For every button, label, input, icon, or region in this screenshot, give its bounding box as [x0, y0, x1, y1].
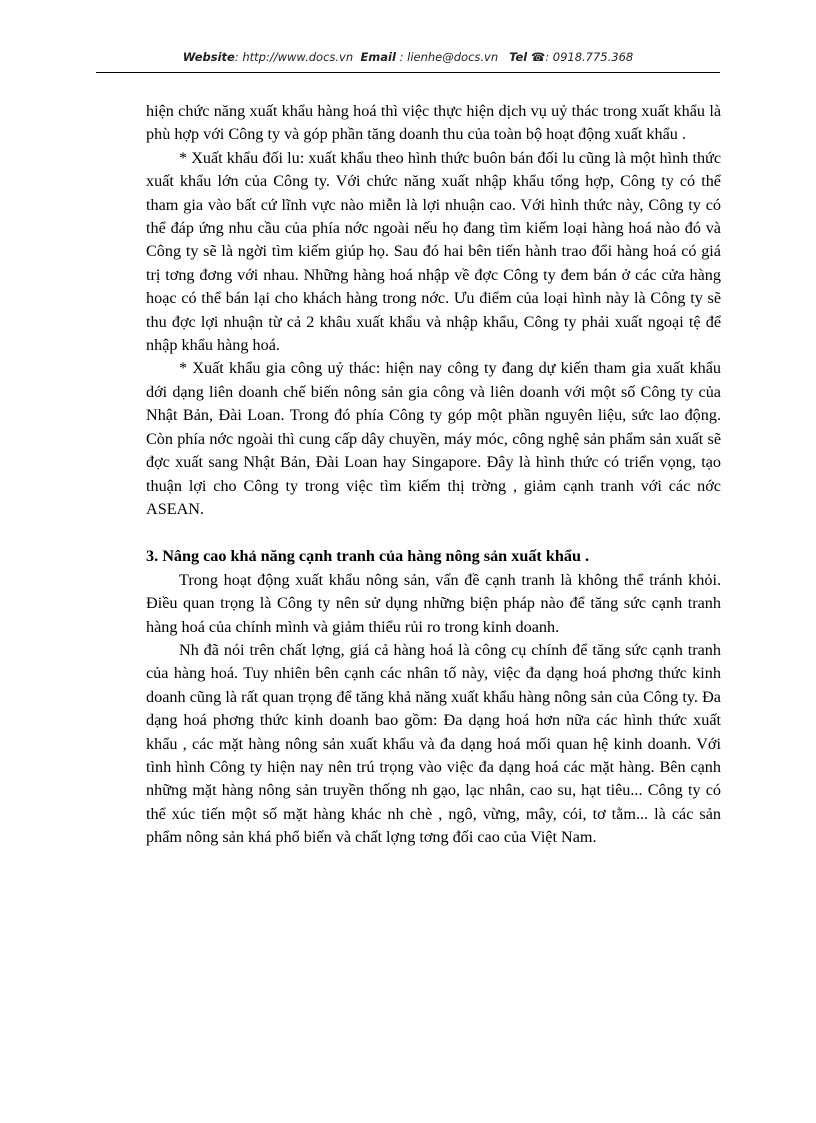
email-value[interactable]: : lienhe@docs.vn — [399, 50, 499, 64]
paragraph-1: hiện chức năng xuất khẩu hàng hoá thì việc thực hiện dịch vụ uỷ thác trong xuất khẩu là phù hợp với Công ty và góp phần tăng doanh thu của toàn bộ hoạt động xuất khẩu . — [146, 102, 721, 144]
paragraph-2: * Xuất khẩu đối lu: xuất khẩu theo hình thức buôn bán đối lu cũng là một hình thức xuất khẩu lớn của Công ty. Với chức năng xuất nhập khẩu tổng hợp, Công ty có thể tham gia vào bất cứ lĩnh vực nào miễn là lợi nhuận cao. Với hình thức này, Công ty có thể đáp ứng nhu cầu của phía nớc ngoài nếu họ đang tìm kiếm loại hàng hoá nào đó và Công ty sẽ là ngời tìm kiếm giúp họ. Sau đó hai bên tiến hành trao đổi hàng hoá có giá trị tơng đơng với nhau. Những hàng hoá nhập về đợc Công ty đem bán ở các cửa hàng hoạc có thể bán lại cho khách hàng trong nớc. Ưu điểm của loại hình này là Công ty sẽ thu đợc lợi nhuận từ cả 2 khâu xuất khẩu và nhập khẩu, Công ty phải xuất ngoại tệ để nhập khẩu hàng hoá. — [146, 148, 721, 355]
document-body — [146, 100, 721, 850]
tel-label: Tel — [509, 50, 528, 64]
phone-icon: ☎ — [530, 50, 546, 64]
tel-value: : 0918.775.368 — [545, 50, 634, 64]
paragraph-5: Nh đã nói trên chất lợng, giá cả hàng hoá là công cụ chính để tăng sức cạnh tranh của hàng hoá. Tuy nhiên bên cạnh các nhân tố này, việc đa dạng hoá phơng thức kinh doanh cũng là rất quan trọng để tăng khả năng xuất khẩu hàng nông sản của Công ty. Đa dạng hoá phơng thức kinh doanh bao gồm: Đa dạng hoá hơn nữa các hình thức xuất khẩu , các mặt hàng nông sản xuất khẩu và đa dạng hoá mối quan hệ kinh doanh. Với tình hình Công ty hiện nay nên trú trọng vào việc đa dạng hoá các mặt hàng. Bên cạnh những mặt hàng nông sản truyền thống nh gạo, lạc nhân, cao su, hạt tiêu... Công ty có thể xúc tiến một số mặt hàng khác nh chè , ngô, vừng, mây, cói, tơ tằm... là các sản phẩm nông sản khá phổ biến và chất lợng tơng đối cao của Việt Nam. — [146, 640, 721, 847]
header-divider — [96, 72, 720, 73]
paragraph-3: * Xuất khẩu gia công uỷ thác: hiện nay công ty đang dự kiến tham gia xuất khẩu dới dạng liên doanh chế biến nông sản gia công và liên doanh với một số Công ty của Nhật Bản, Đài Loan. Trong đó phía Công ty góp một phần nguyên liệu, sức lao động. Còn phía nớc ngoài thì cung cấp dây chuyền, máy móc, công nghệ sản phẩm sản xuất sẽ đợc xuất sang Nhật Bản, Đài Loan hay Singapore. Đây là hình thức có triển vọng, tạo thuận lợi cho Công ty trong việc tìm kiếm thị trờng , giảm cạnh tranh với các nớc ASEAN. — [146, 359, 721, 518]
website-label: Website — [182, 50, 235, 64]
email-label: Email — [360, 50, 396, 64]
paragraph-4: Trong hoạt động xuất khẩu nông sản, vấn đề cạnh tranh là không thể tránh khỏi. Điều quan trọng là Công ty nên sử dụng những biện pháp nào để tăng sức cạnh tranh hàng hoá của chính mình và giảm thiểu rủi ro trong kinh doanh. — [146, 570, 721, 636]
section-heading: 3. Nâng cao khả năng cạnh tranh của hàng nông sản xuất khẩu . — [146, 547, 590, 566]
website-value[interactable]: : http://www.docs.vn — [234, 50, 354, 64]
page-header — [96, 50, 720, 64]
